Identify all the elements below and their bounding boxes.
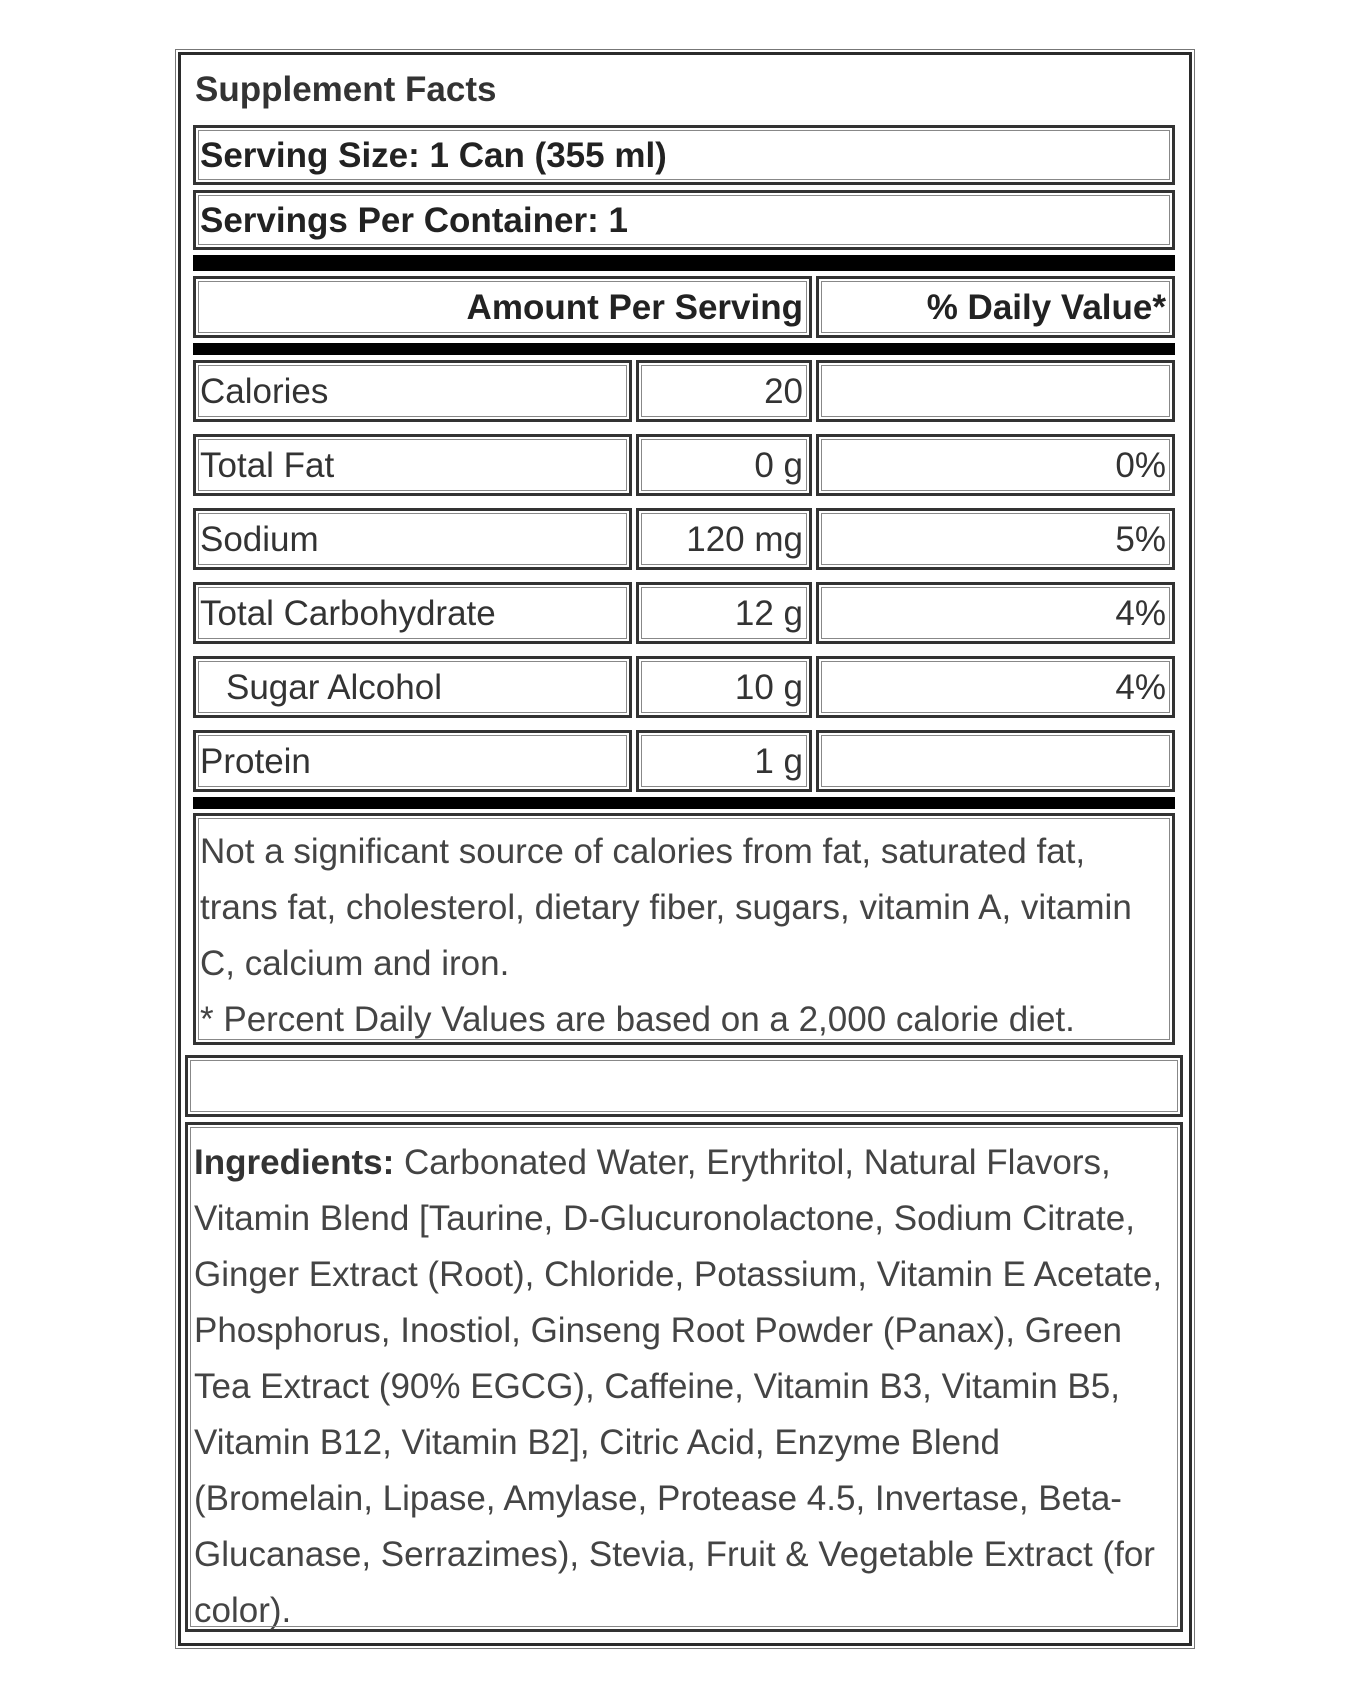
nutrient-amount: 10 g: [636, 656, 812, 718]
servings-per-container: Servings Per Container: 1: [193, 190, 1175, 250]
nutrient-daily-value: 4%: [816, 582, 1175, 644]
nutrient-name: Total Carbohydrate: [193, 582, 632, 644]
nutrient-name: Sugar Alcohol: [193, 656, 632, 718]
nutrient-daily-value: [816, 360, 1175, 422]
ingredients-text: Carbonated Water, Erythritol, Natural Flavors, Vitamin Blend [Taurine, D-Glucuronolactone, Sodium Citrate, Ginger Extract (Root), Chloride, Potassium, Vitamin E Acetate, Phosphorus, Inostiol, Ginseng Root Powder (Panax), Green Tea Extract (90% EGCG), Caffeine, Vitamin B3, Vitamin B5, Vitamin B12, Vitamin B2], Citric Acid, Enzyme Blend (Bromelain, Lipase, Amylase, Protease 4.5, Invertase, Beta-Glucanase, Serrazimes), Stevia, Fruit & Vegetable Extract (for color).: [194, 1143, 1163, 1630]
nutrient-name: Total Fat: [193, 434, 632, 496]
serving-size: Serving Size: 1 Can (355 ml): [193, 125, 1175, 185]
nutrient-daily-value: 4%: [816, 656, 1175, 718]
panel-title: Supplement Facts: [195, 70, 497, 109]
header-daily-value: % Daily Value*: [816, 276, 1175, 338]
daily-value-footnote: * Percent Daily Values are based on a 2,000 calorie diet.: [200, 1000, 1075, 1039]
nutrient-daily-value: 5%: [816, 508, 1175, 570]
nutrient-amount: 20: [636, 360, 812, 422]
header-amount-per-serving: Amount Per Serving: [193, 276, 812, 338]
footnotes: [193, 813, 1175, 1045]
thick-divider: [193, 255, 1175, 271]
thick-divider: [193, 797, 1175, 809]
empty-spacer-row: [185, 1055, 1183, 1117]
not-significant-note: Not a significant source of calories from fat, saturated fat, trans fat, cholesterol, dietary fiber, sugars, vitamin A, vitamin C, calcium and iron.: [200, 832, 1132, 983]
nutrient-amount: 120 mg: [636, 508, 812, 570]
nutrient-name: Calories: [193, 360, 632, 422]
nutrient-amount: 0 g: [636, 434, 812, 496]
ingredients-box: [185, 1122, 1183, 1632]
nutrient-name: Protein: [193, 730, 632, 792]
nutrient-amount: 12 g: [636, 582, 812, 644]
thick-divider: [193, 343, 1175, 355]
nutrient-name: Sodium: [193, 508, 632, 570]
nutrient-daily-value: [816, 730, 1175, 792]
nutrient-amount: 1 g: [636, 730, 812, 792]
nutrient-daily-value: 0%: [816, 434, 1175, 496]
ingredients-label: Ingredients:: [194, 1143, 395, 1182]
